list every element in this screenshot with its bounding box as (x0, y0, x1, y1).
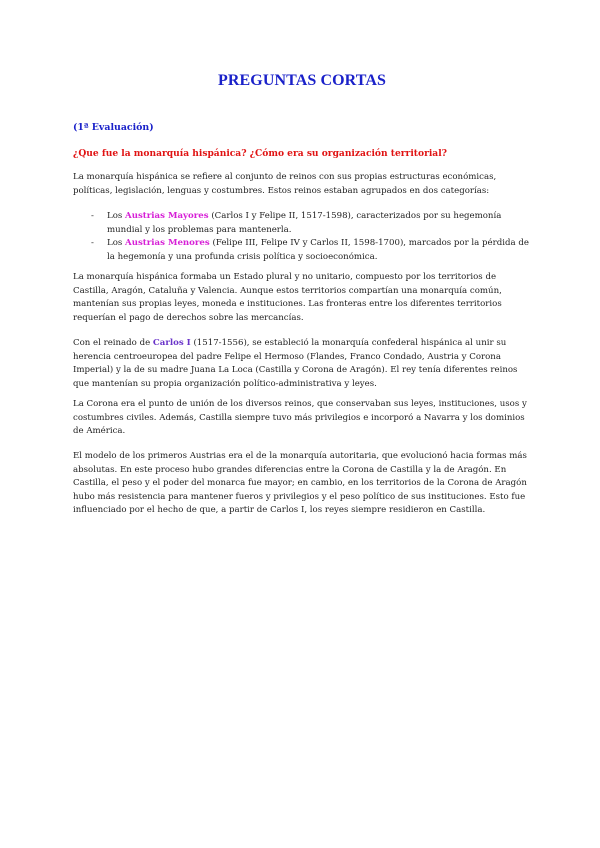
list-item-prefix: Los (107, 238, 126, 249)
paragraph-intro: La monarquía hispánica se refiere al conjunto de reinos con sus propias estructuras económicas, políticas, legislación, lenguas y costumbres. Estos reinos estaban agrupados en dos categorías: (73, 172, 497, 196)
list-dash: - (91, 238, 94, 249)
list-item-prefix: Los (107, 211, 126, 221)
list-item-text: (Carlos I y Felipe II, 1517-1598), caracterizados por su hegemonía mundial y los problemas para mantenerla. (107, 211, 502, 235)
austrias-list (73, 210, 531, 264)
highlight-austrias-menores: Austrias Menores (125, 238, 210, 249)
paragraph-prefix: Con el reinado de (73, 338, 153, 348)
paragraph-text: (1517-1556), se estableció la monarquía confederal hispánica al unir su herencia centroeuropea del padre Felipe el Hermoso (Flandes, Franco Condado, Austria y Corona Imperial) y la de su madre Juana La Loca (Castilla y Corona de Aragón). El rey tenía diferentes reinos que mantenían su propia organización político-administrativa y leyes. (73, 338, 518, 389)
paragraph-carlos-i (73, 337, 531, 391)
list-item (73, 210, 531, 237)
list-item-text: (Felipe III, Felipe IV y Carlos II, 1598-1700), marcados por la pérdida de la hegemonía y una profunda crisis política y socioeconómica. (107, 238, 529, 262)
highlight-carlos-i: Carlos I (152, 338, 191, 348)
highlight-austrias-mayores: Austrias Mayores (125, 211, 209, 221)
evaluation-heading: (1ª Evaluación) (73, 122, 154, 133)
question-heading: ¿Que fue la monarquía hispánica? ¿Cómo era su organización territorial? (73, 148, 447, 159)
paragraph-corona: La Corona era el punto de unión de los diversos reinos, que conservaban sus leyes, instituciones, usos y costumbres civiles. Además, Castilla siempre tuvo más privilegios e incorporó a Navarra y los dominios de América. (73, 399, 527, 437)
document-title: PREGUNTAS CORTAS (217, 72, 387, 89)
paragraph-modelo: El modelo de los primeros Austrias era el de la monarquía autoritaria, que evolucionó hacia formas más absolutas. En este proceso hubo grandes diferencias entre la Corona de Castilla y la de Aragón. En Castilla, el peso y el poder del monarca fue mayor; en cambio, en los territorios de la Corona de Aragón hubo más resistencia para mantener fueros y privilegios y el peso político de sus instituciones. Esto fue influenciado por el hecho de que, a partir de Carlos I, los reyes siempre residieron en Castilla. (73, 451, 527, 516)
paragraph-estado-plural: La monarquía hispánica formaba un Estado plural y no unitario, compuesto por los territorios de Castilla, Aragón, Cataluña y Valencia. Aunque estos territorios compartían una monarquía común, mantenían sus propias leyes, moneda e instituciones. Las fronteras entre los diferentes territorios requerían el pago de derechos sobre las mercancías. (73, 272, 502, 323)
list-dash: - (91, 211, 94, 221)
list-item (73, 237, 531, 264)
